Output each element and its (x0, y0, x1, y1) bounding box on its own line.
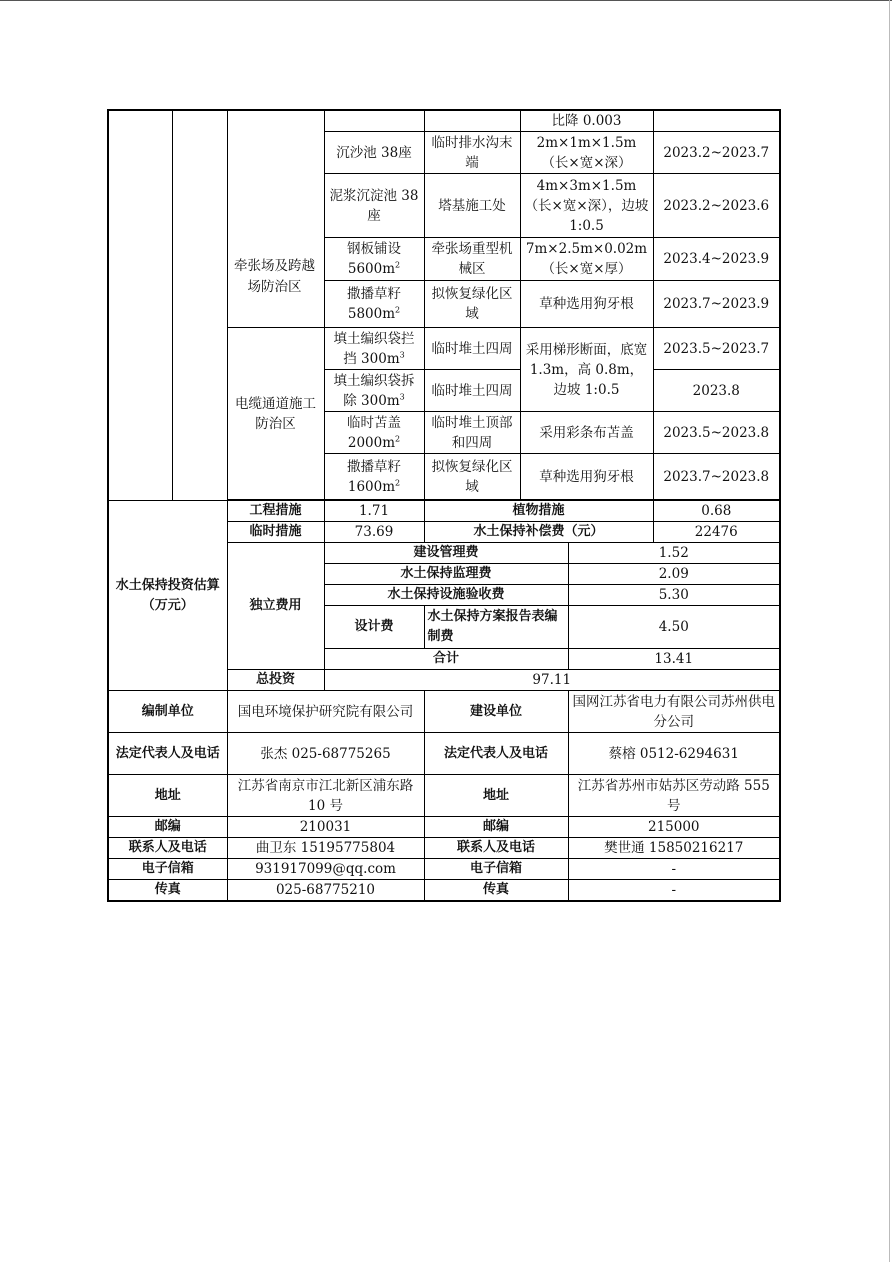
period-cell: 2023.8 (653, 370, 780, 412)
contact-label-right: 联系人及电话 (424, 838, 568, 859)
legal-value-right: 蔡榕 0512-6294631 (568, 733, 780, 775)
mgmt-value: 1.52 (568, 543, 780, 564)
period-cell: 2023.4~2023.9 (653, 238, 780, 281)
section-inner-col (172, 110, 227, 501)
plant-label: 植物措施 (424, 501, 653, 522)
measure-cell: 撒播草籽 $1600m^2$ (324, 454, 424, 500)
comp-value: 22476 (653, 522, 780, 543)
design-label: 设计费 (324, 606, 424, 649)
total-label: 总投资 (227, 670, 324, 691)
location-cell: 临时排水沟末端 (424, 132, 520, 174)
compiler-value: 国电环境保护研究院有限公司 (227, 691, 424, 733)
page-right-edge (889, 0, 890, 1262)
postcode-value-right: 215000 (568, 817, 780, 838)
design-value: 4.50 (568, 606, 780, 649)
acceptance-label: 水土保持设施验收费 (324, 585, 568, 606)
address-value-right: 江苏省苏州市姑苏区劳动路 555 号 (568, 775, 780, 817)
period-cell: 2023.7~2023.8 (653, 454, 780, 500)
legal-value-left: 张杰 025-68775265 (227, 733, 424, 775)
subtotal-value: 13.41 (568, 649, 780, 670)
legal-label-left: 法定代表人及电话 (108, 733, 227, 775)
measure-cell: 填土编织袋拦挡 $300m^3$ (324, 328, 424, 370)
page-top-border (0, 0, 892, 1)
spec-cell-top-note: 比降 0.003 (520, 110, 653, 132)
contact-value-left: 曲卫东 15195775804 (227, 838, 424, 859)
measure-cell: 沉沙池 38座 (324, 132, 424, 174)
mgmt-label: 建设管理费 (324, 543, 568, 564)
fax-label-left: 传真 (108, 880, 227, 902)
comp-label: 水土保持补偿费（元） (424, 522, 653, 543)
location-cell: 临时堆土四周 (424, 370, 520, 412)
period-cell-continued (653, 110, 780, 132)
spec-cell-shared: 采用梯形断面，底宽 1.3m，高 0.8m，边坡 1:0.5 (520, 328, 653, 412)
investment-label: 水土保持投资估算（万元） (108, 501, 227, 691)
location-cell: 临时堆土四周 (424, 328, 520, 370)
legal-label-right: 法定代表人及电话 (424, 733, 568, 775)
spec-cell: 4m×3m×1.5m（长×宽×深），边坡 1:0.5 (520, 174, 653, 238)
spec-cell: 7m×2.5m×0.02m（长×宽×厚） (520, 238, 653, 281)
spec-cell: 草种选用狗牙根 (520, 281, 653, 328)
location-cell: 塔基施工处 (424, 174, 520, 238)
eng-value: 1.71 (324, 501, 424, 522)
temp-label: 临时措施 (227, 522, 324, 543)
postcode-label-right: 邮编 (424, 817, 568, 838)
measure-cell: 泥浆沉淀池 38 座 (324, 174, 424, 238)
period-cell: 2023.7~2023.9 (653, 281, 780, 328)
period-cell: 2023.2~2023.7 (653, 132, 780, 174)
measure-cell: 临时苫盖 $2000m^2$ (324, 412, 424, 454)
spec-cell: 2m×1m×1.5m（长×宽×深） (520, 132, 653, 174)
location-cell: 拟恢复绿化区域 (424, 281, 520, 328)
builder-label: 建设单位 (424, 691, 568, 733)
indep-label: 独立费用 (227, 543, 324, 670)
soil-conservation-table (107, 109, 781, 902)
contact-value-right: 樊世通 15850216217 (568, 838, 780, 859)
builder-value: 国网江苏省电力有限公司苏州供电分公司 (568, 691, 780, 733)
period-cell: 2023.2~2023.6 (653, 174, 780, 238)
fax-label-right: 传真 (424, 880, 568, 902)
location-cell-continued (424, 110, 520, 132)
zone-tension-field: 牵张场及跨越场防治区 (229, 232, 320, 322)
period-cell: 2023.5~2023.8 (653, 412, 780, 454)
measure-cell: 填土编织袋拆除 $300m^3$ (324, 370, 424, 412)
postcode-value-left: 210031 (227, 817, 424, 838)
address-value-left: 江苏省南京市江北新区浦东路 10 号 (227, 775, 424, 817)
postcode-label-left: 邮编 (108, 817, 227, 838)
location-cell: 牵张场重型机械区 (424, 238, 520, 281)
supervision-value: 2.09 (568, 564, 780, 585)
section-outer-col (108, 110, 172, 501)
acceptance-value: 5.30 (568, 585, 780, 606)
eng-label: 工程措施 (227, 501, 324, 522)
fax-value-left: 025-68775210 (227, 880, 424, 902)
spec-cell: 草种选用狗牙根 (520, 454, 653, 500)
total-value: 97.11 (324, 670, 780, 691)
location-cell: 拟恢复绿化区域 (424, 454, 520, 500)
location-cell: 临时堆土顶部和四周 (424, 412, 520, 454)
period-cell: 2023.5~2023.7 (653, 328, 780, 370)
email-label-left: 电子信箱 (108, 859, 227, 880)
temp-value: 73.69 (324, 522, 424, 543)
spec-cell: 采用彩条布苫盖 (520, 412, 653, 454)
email-value-left: 931917099@qq.com (227, 859, 424, 880)
compiler-label: 编制单位 (108, 691, 227, 733)
design-sub-label: 水土保持方案报告表编制费 (424, 606, 568, 649)
measure-cell-continued (324, 110, 424, 132)
supervision-label: 水土保持监理费 (324, 564, 568, 585)
email-value-right: - (568, 859, 780, 880)
subtotal-label: 合计 (324, 649, 568, 670)
fax-value-right: - (568, 880, 780, 902)
address-label-left: 地址 (108, 775, 227, 817)
contact-label-left: 联系人及电话 (108, 838, 227, 859)
plant-value: 0.68 (653, 501, 780, 522)
measure-cell: 钢板铺设 $5600m^2$ (324, 238, 424, 281)
measure-cell: 撒播草籽 $5800m^2$ (324, 281, 424, 328)
email-label-right: 电子信箱 (424, 859, 568, 880)
address-label-right: 地址 (424, 775, 568, 817)
zone-cable-channel: 电缆通道施工防治区 (227, 328, 324, 500)
